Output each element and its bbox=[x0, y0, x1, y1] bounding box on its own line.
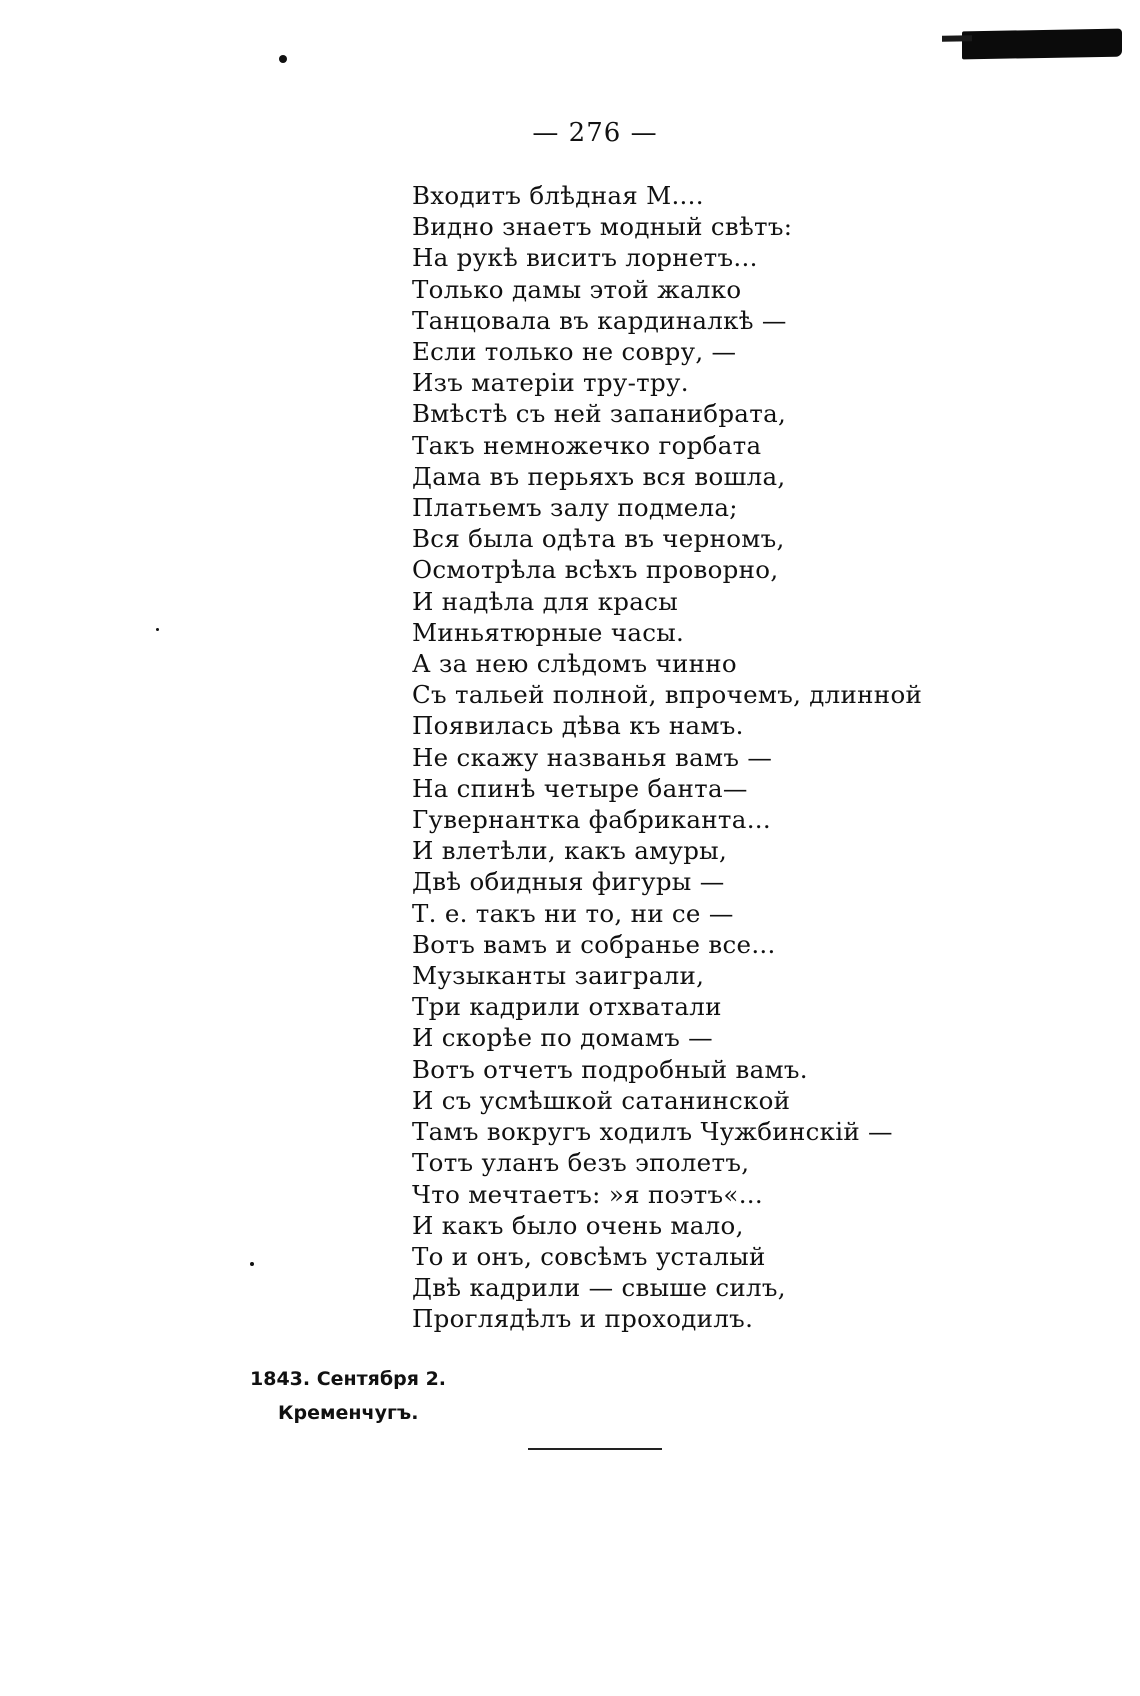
poem-line: Три кадрили отхватали bbox=[412, 992, 722, 1022]
poem-line: Осмотрѣла всѣхъ проворно, bbox=[412, 555, 779, 585]
poem-line: Вмѣстѣ съ ней запанибрата, bbox=[412, 399, 787, 429]
poem-line: Съ тальей полной, впрочемъ, длинной bbox=[412, 680, 923, 710]
poem-line: Дама въ перьяхъ вся вошла, bbox=[412, 461, 786, 491]
poem-line: И какъ было очень мало, bbox=[412, 1210, 744, 1240]
ink-speck bbox=[156, 628, 159, 631]
poem-line: То и онъ, совсѣмъ усталый bbox=[412, 1241, 766, 1271]
poem-line: Двѣ кадрили — свыше силъ, bbox=[412, 1273, 786, 1303]
poem-line: Видно знаетъ модный свѣтъ: bbox=[412, 212, 793, 242]
poem-line: А за нею слѣдомъ чинно bbox=[412, 649, 737, 679]
dateline-place: Кременчугъ. bbox=[278, 1402, 419, 1424]
poem-line: Что мечтаетъ: »я поэтъ«... bbox=[412, 1179, 763, 1209]
poem-text bbox=[412, 180, 922, 1335]
poem-line: Вотъ вамъ и собранье все... bbox=[412, 929, 776, 959]
page-number: — 276 — bbox=[532, 118, 658, 148]
poem-line: Если только не совру, — bbox=[412, 337, 737, 367]
poem-line: Проглядѣлъ и проходилъ. bbox=[412, 1304, 754, 1334]
poem-line: Двѣ обидныя фигуры — bbox=[412, 867, 725, 897]
section-divider bbox=[528, 1448, 662, 1450]
poem-line: Такъ немножечко горбата bbox=[412, 430, 762, 460]
poem-line: Тамъ вокругъ ходилъ Чужбинскій — bbox=[412, 1117, 893, 1147]
poem-line: И влетѣли, какъ амуры, bbox=[412, 836, 728, 866]
poem-line: Тотъ уланъ безъ эполетъ, bbox=[412, 1148, 750, 1178]
ink-speck bbox=[250, 1262, 254, 1266]
poem-line: Вся была одѣта въ черномъ, bbox=[412, 524, 785, 554]
poem-line: Входитъ блѣдная М.... bbox=[412, 181, 704, 210]
ink-speck bbox=[279, 55, 287, 63]
poem-line: Не скажу названья вамъ — bbox=[412, 742, 773, 772]
dateline-date: 1843. Сентября 2. bbox=[250, 1368, 447, 1390]
poem-line: Танцовала въ кардиналкѣ — bbox=[412, 305, 787, 335]
poem-line: Музыканты заиграли, bbox=[412, 961, 705, 991]
poem-line: Вотъ отчетъ подробный вамъ. bbox=[412, 1054, 808, 1084]
poem-line: На рукѣ виситъ лорнетъ... bbox=[412, 243, 758, 273]
poem-line: И скорѣе по домамъ — bbox=[412, 1023, 713, 1053]
poem-line: Появилась дѣва къ намъ. bbox=[412, 711, 744, 741]
poem-line: И съ усмѣшкой сатанинской bbox=[412, 1085, 791, 1115]
scan-ink-mark bbox=[962, 29, 1122, 60]
dateline bbox=[250, 1362, 446, 1430]
poem-line: Только дамы этой жалко bbox=[412, 274, 742, 304]
poem-line: Миньятюрные часы. bbox=[412, 617, 685, 647]
poem-line: И надѣла для красы bbox=[412, 586, 679, 616]
poem-line: На спинѣ четыре банта— bbox=[412, 773, 748, 803]
poem-line: Платьемъ залу подмела; bbox=[412, 493, 738, 523]
poem-line: Т. е. такъ ни то, ни се — bbox=[412, 898, 734, 928]
poem-line: Гувернантка фабриканта... bbox=[412, 805, 771, 835]
poem-line: Изъ матеріи тру-тру. bbox=[412, 368, 689, 398]
